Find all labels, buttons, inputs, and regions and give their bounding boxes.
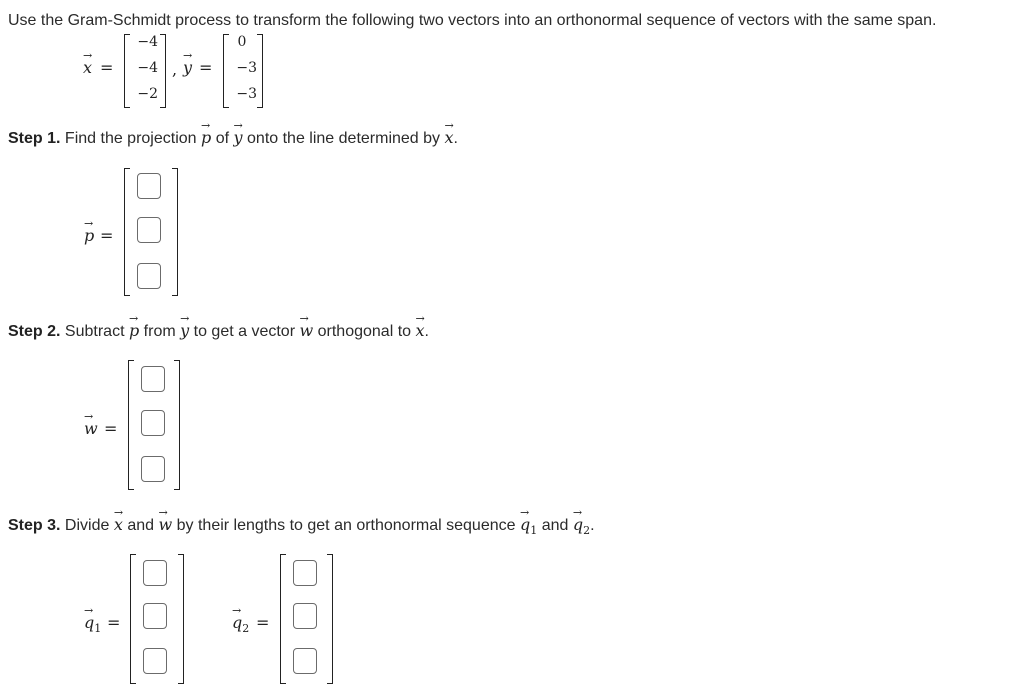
comma: ,	[172, 60, 178, 79]
step2-heading: Step 2.	[8, 323, 61, 340]
step1-text-a: Find the projection	[64, 130, 197, 147]
y-entry-3: −3	[236, 86, 257, 102]
p-answer-label: → p	[84, 226, 94, 245]
q1-input-3[interactable]	[143, 648, 167, 674]
y-vector-label: → y	[183, 58, 192, 77]
w-input-1[interactable]	[141, 366, 165, 392]
y-entry-1: 0	[237, 34, 247, 50]
q2-input-3[interactable]	[293, 648, 317, 674]
q2-symbol: → $q_2$	[573, 515, 590, 534]
q1-bracket-right	[178, 554, 184, 684]
w-input-3[interactable]	[141, 456, 165, 482]
w-answer	[0, 355, 300, 495]
step3-text-d: and	[541, 517, 569, 534]
step3-text-b: and	[127, 517, 155, 534]
step1-instruction	[8, 128, 458, 148]
x-symbol: → x	[444, 128, 453, 147]
p-bracket-left	[124, 168, 130, 296]
q1-bracket-left	[130, 554, 136, 684]
q2-input-1[interactable]	[293, 560, 317, 586]
q2-bracket-right	[327, 554, 333, 684]
w-symbol: → w	[158, 515, 172, 534]
x-symbol: → x	[415, 321, 424, 340]
step2-text-a: Subtract	[64, 323, 125, 340]
step3-text-c: by their lengths to get an orthonormal sequence	[176, 517, 516, 534]
step2-period: .	[424, 323, 429, 340]
x-entry-2: −4	[137, 60, 158, 76]
p-input-2[interactable]	[137, 217, 161, 243]
step2-text-c: to get a vector	[193, 323, 296, 340]
p-answer-equals: =	[100, 226, 114, 245]
w-answer-label: → w	[84, 419, 98, 438]
step2-text-b: from	[143, 323, 176, 340]
step1-period: .	[453, 130, 458, 147]
x-symbol: → x	[114, 515, 123, 534]
y-symbol: → y	[180, 321, 189, 340]
step1-text-b: of	[215, 130, 230, 147]
given-vectors	[0, 30, 400, 110]
step3-text-a: Divide	[64, 517, 110, 534]
p-symbol: → p	[201, 128, 211, 147]
x-entry-1: −4	[137, 34, 158, 50]
step3-period: .	[590, 517, 595, 534]
p-input-3[interactable]	[137, 263, 161, 289]
w-bracket-left	[128, 360, 134, 490]
step1-heading: Step 1.	[8, 130, 61, 147]
w-input-2[interactable]	[141, 410, 165, 436]
w-bracket-right	[174, 360, 180, 490]
q1-answer-label: → $q_1$	[84, 613, 101, 635]
step2-text-d: orthogonal to	[317, 323, 412, 340]
q2-input-2[interactable]	[293, 603, 317, 629]
q2-answer	[220, 550, 420, 690]
q1-input-2[interactable]	[143, 603, 167, 629]
problem-statement: Use the Gram-Schmidt process to transform the following two vectors into an orthonormal sequence of vectors with the same span.	[8, 12, 937, 29]
p-input-1[interactable]	[137, 173, 161, 199]
q2-bracket-left	[280, 554, 286, 684]
p-bracket-right	[172, 168, 178, 296]
x-entry-3: −2	[137, 86, 158, 102]
q1-input-1[interactable]	[143, 560, 167, 586]
y-symbol: → y	[234, 128, 243, 147]
x-equals: =	[100, 58, 114, 77]
q1-symbol: → $q_1$	[520, 515, 537, 534]
step2-instruction	[8, 321, 429, 341]
step3-instruction	[8, 515, 595, 537]
x-vector-label: → x	[83, 58, 92, 77]
q2-answer-equals: =	[256, 613, 270, 632]
step3-heading: Step 3.	[8, 517, 61, 534]
y-entry-2: −3	[236, 60, 257, 76]
y-equals: =	[199, 58, 213, 77]
q1-answer-equals: =	[107, 613, 121, 632]
x-bracket-right	[160, 34, 166, 108]
p-answer	[0, 160, 300, 300]
q2-answer-label: → $q_2$	[232, 613, 249, 635]
step1-text-c: onto the line determined by	[247, 130, 441, 147]
y-bracket-right	[257, 34, 263, 108]
w-answer-equals: =	[104, 419, 118, 438]
p-symbol: → p	[129, 321, 139, 340]
w-symbol: → w	[299, 321, 313, 340]
